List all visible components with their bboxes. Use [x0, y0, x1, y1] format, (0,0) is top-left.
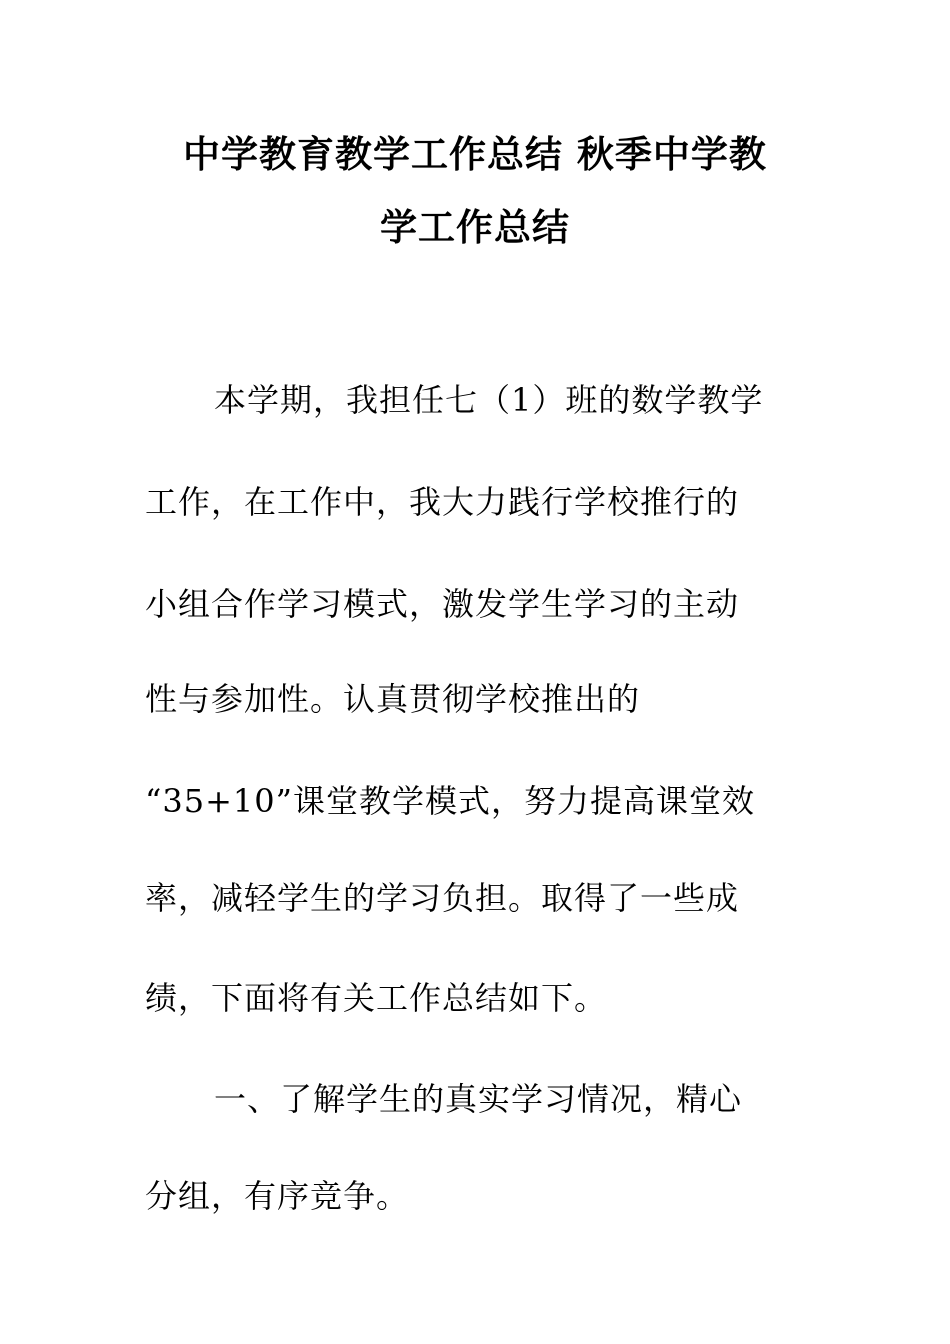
paragraph-1-line-3: 小组合作学习模式，激发学生学习的主动 [145, 585, 740, 623]
document-title-line-1: 中学教育教学工作总结 秋季中学教 [183, 133, 767, 176]
paragraph-1-line-7: 绩，下面将有关工作总结如下。 [145, 979, 608, 1017]
document-title-line-2: 学工作总结 [380, 206, 570, 249]
paragraph-1-line-2: 工作，在工作中，我大力践行学校推行的 [145, 483, 740, 521]
section-1-heading-line-2: 分组，有序竞争。 [145, 1177, 410, 1215]
paragraph-1-line-1: 本学期，我担任七（1）班的数学教学 [214, 381, 764, 419]
section-1-heading-line-1: 一、了解学生的真实学习情况，精心 [214, 1080, 743, 1118]
paragraph-1-line-6: 率，减轻学生的学习负担。取得了一些成 [145, 879, 740, 917]
paragraph-1-line-5: “35+10”课堂教学模式，努力提高课堂效 [145, 782, 755, 820]
paragraph-1-line-4: 性与参加性。认真贯彻学校推出的 [145, 680, 641, 718]
